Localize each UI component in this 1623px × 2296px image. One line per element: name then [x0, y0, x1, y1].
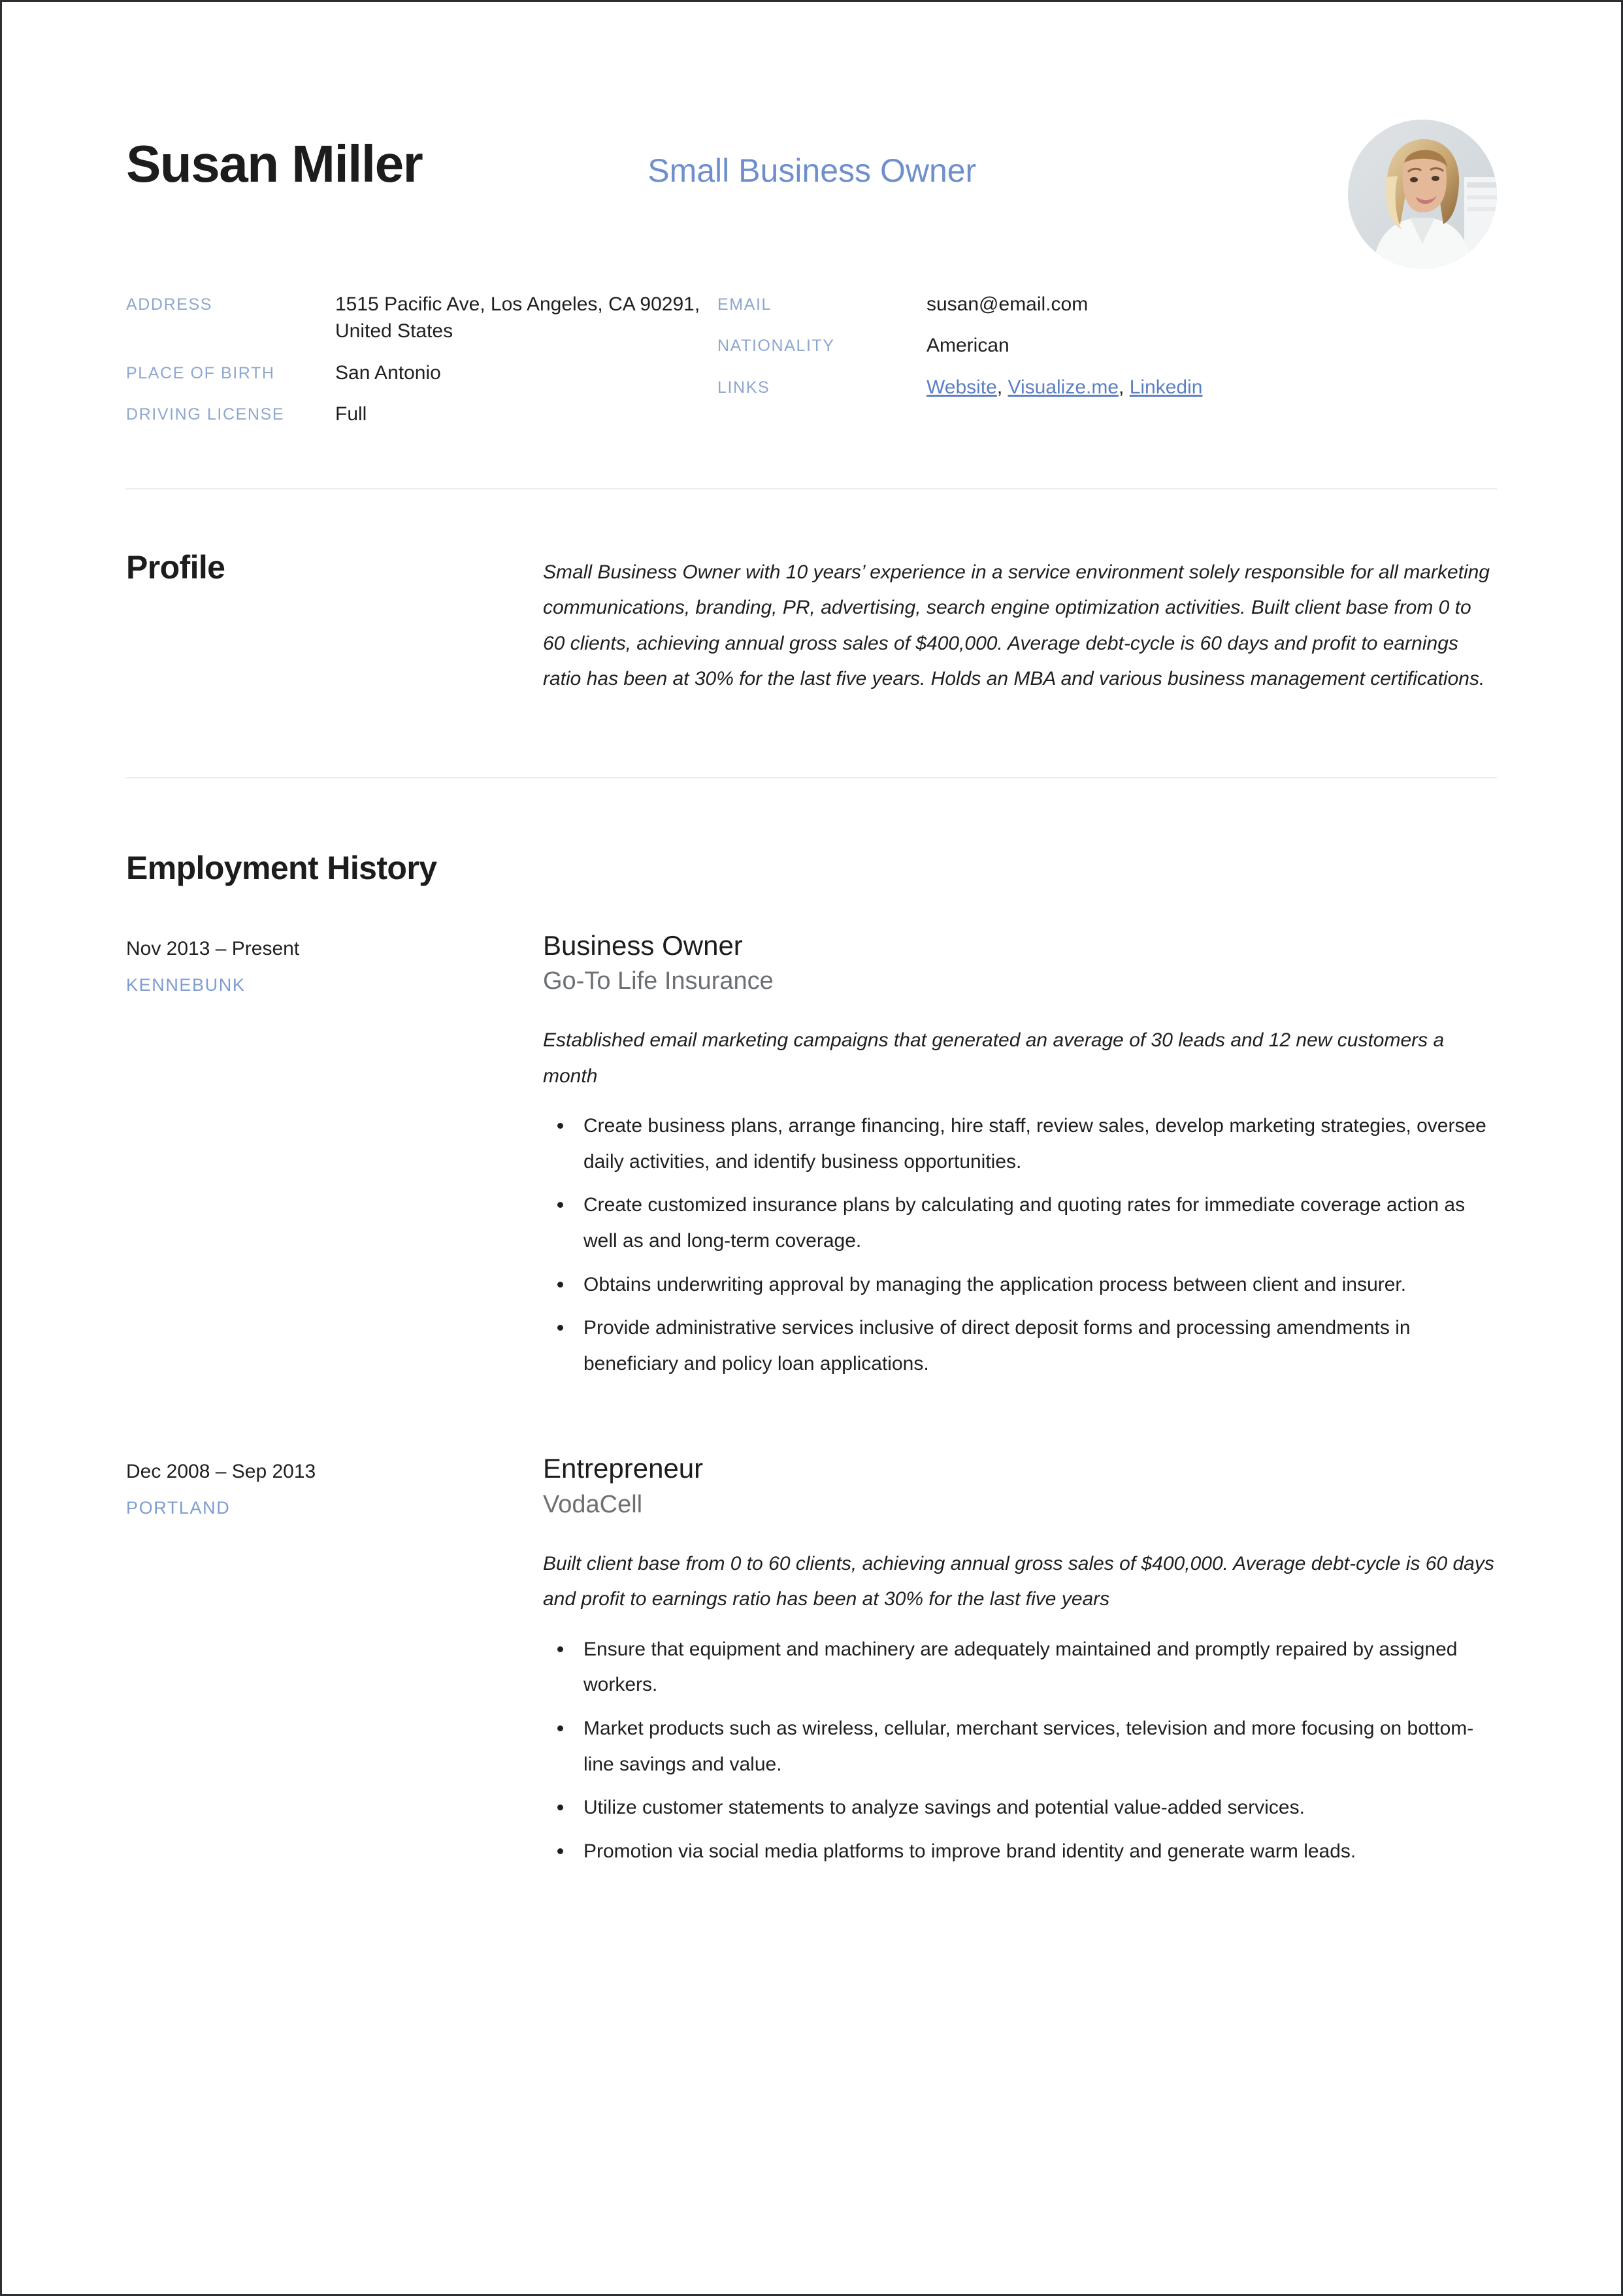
profile-section-title: Profile — [126, 548, 225, 586]
job-summary-1: Established email marketing campaigns that generated an average of 30 leads and 12 new customers a month — [543, 1029, 1445, 1087]
job-bullet: Ensure that equipment and machinery are adequately maintained and promptly repaired by assigned workers. — [543, 1632, 1497, 1703]
contact-value-links — [926, 374, 1202, 401]
job-location-1: KENNEBUNK — [126, 974, 246, 995]
job-bullet: Provide administrative services inclusive of direct deposit forms and processing amendments in beneficiary and policy loan applications. — [543, 1310, 1497, 1382]
contact-row-driving-license — [126, 401, 717, 427]
header-job-title: Small Business Owner — [648, 152, 977, 189]
contact-row-email — [717, 291, 1497, 318]
list-item — [126, 929, 1497, 1382]
employment-section-title: Employment History — [126, 849, 437, 886]
contact-value-driving-license: Full — [335, 403, 367, 425]
job-bullet: Utilize customer statements to analyze savings and potential value-added services. — [543, 1790, 1497, 1826]
contact-label-links: LINKS — [717, 378, 770, 397]
link-visualize-me[interactable]: Visualize.me — [1008, 376, 1119, 398]
job-bullet: Promotion via social media platforms to improve brand identity and generate warm leads. — [543, 1834, 1497, 1870]
contact-details — [126, 291, 1497, 428]
contact-value-nationality: American — [926, 335, 1009, 357]
header-name-block — [126, 120, 1497, 193]
contact-label-address: ADDRESS — [126, 295, 213, 314]
resume-sheet — [2, 2, 1621, 1869]
list-item — [126, 1452, 1497, 1869]
job-company-2: VodaCell — [543, 1490, 643, 1518]
job-role-2: Entrepreneur — [543, 1453, 704, 1484]
contact-label-driving-license: DRIVING LICENSE — [126, 405, 285, 424]
divider-after-contact — [126, 488, 1497, 490]
contact-value-email: susan@email.com — [926, 293, 1089, 315]
divider-after-profile — [126, 777, 1497, 778]
job-meta-2 — [126, 1452, 543, 1520]
job-role-1: Business Owner — [543, 929, 743, 961]
links-separator-1: , — [996, 376, 1008, 398]
contact-row-address — [126, 291, 717, 345]
employment-job-list — [126, 929, 1497, 1869]
contact-label-place-of-birth: PLACE OF BIRTH — [126, 363, 275, 382]
contact-label-email: EMAIL — [717, 295, 772, 314]
contact-column-right — [717, 291, 1497, 428]
contact-value-place-of-birth: San Antonio — [335, 361, 441, 384]
contact-value-address: 1515 Pacific Ave, Los Angeles, CA 90291, United States — [335, 293, 700, 342]
job-bullets-1 — [543, 1108, 1497, 1382]
contact-column-left — [126, 291, 717, 428]
page-title: Susan Miller — [126, 135, 423, 193]
contact-label-nationality: NATIONALITY — [717, 337, 835, 356]
employment-heading-block — [126, 850, 1497, 886]
link-linkedin[interactable]: Linkedin — [1129, 376, 1203, 398]
job-meta-1 — [126, 929, 543, 997]
contact-row-nationality — [717, 332, 1497, 359]
job-company-1: Go-To Life Insurance — [543, 967, 774, 995]
resume-header — [126, 120, 1497, 257]
links-separator-2: , — [1119, 376, 1130, 398]
profile-heading-column — [126, 550, 543, 586]
job-dates-1: Nov 2013 – Present — [126, 937, 300, 959]
avatar-photo-icon — [1348, 120, 1497, 269]
job-location-2: PORTLAND — [126, 1498, 231, 1518]
job-bullets-2 — [543, 1632, 1497, 1870]
job-bullet: Create customized insurance plans by calculating and quoting rates for immediate coverage action as well as and long-term coverage. — [543, 1188, 1497, 1259]
profile-text: Small Business Owner with 10 years’ experience in a service environment solely responsible for all marketing communications, branding, PR, advertising, search engine optimization activities. Built client base from 0 to 60 clients, achieving annual gross sales of $400,000. Average debt-cycle is 60 days and profit to earnings ratio has been at 30% for the last five years. Holds an MBA and various business management certifications. — [543, 561, 1490, 690]
profile-body-column — [543, 550, 1497, 697]
job-dates-2: Dec 2008 – Sep 2013 — [126, 1461, 316, 1483]
job-bullet: Create business plans, arrange financing, hire staff, review sales, develop marketing strategies, oversee daily activities, and identify business opportunities. — [543, 1108, 1497, 1180]
profile-section — [126, 550, 1497, 697]
job-bullet: Market products such as wireless, cellular, merchant services, television and more focusing on bottom-line savings and value. — [543, 1711, 1497, 1782]
job-bullet: Obtains underwriting approval by managing the application process between client and insurer. — [543, 1267, 1497, 1303]
avatar — [1348, 120, 1497, 269]
job-main-2 — [543, 1452, 1497, 1869]
contact-row-place-of-birth — [126, 359, 717, 386]
link-website[interactable]: Website — [926, 376, 997, 398]
job-main-1 — [543, 929, 1497, 1382]
job-summary-2: Built client base from 0 to 60 clients, achieving annual gross sales of $400,000. Average debt-cycle is 60 days and profit to earnings ratio has been at 30% for the last five years — [543, 1552, 1494, 1610]
contact-row-links — [717, 374, 1497, 401]
